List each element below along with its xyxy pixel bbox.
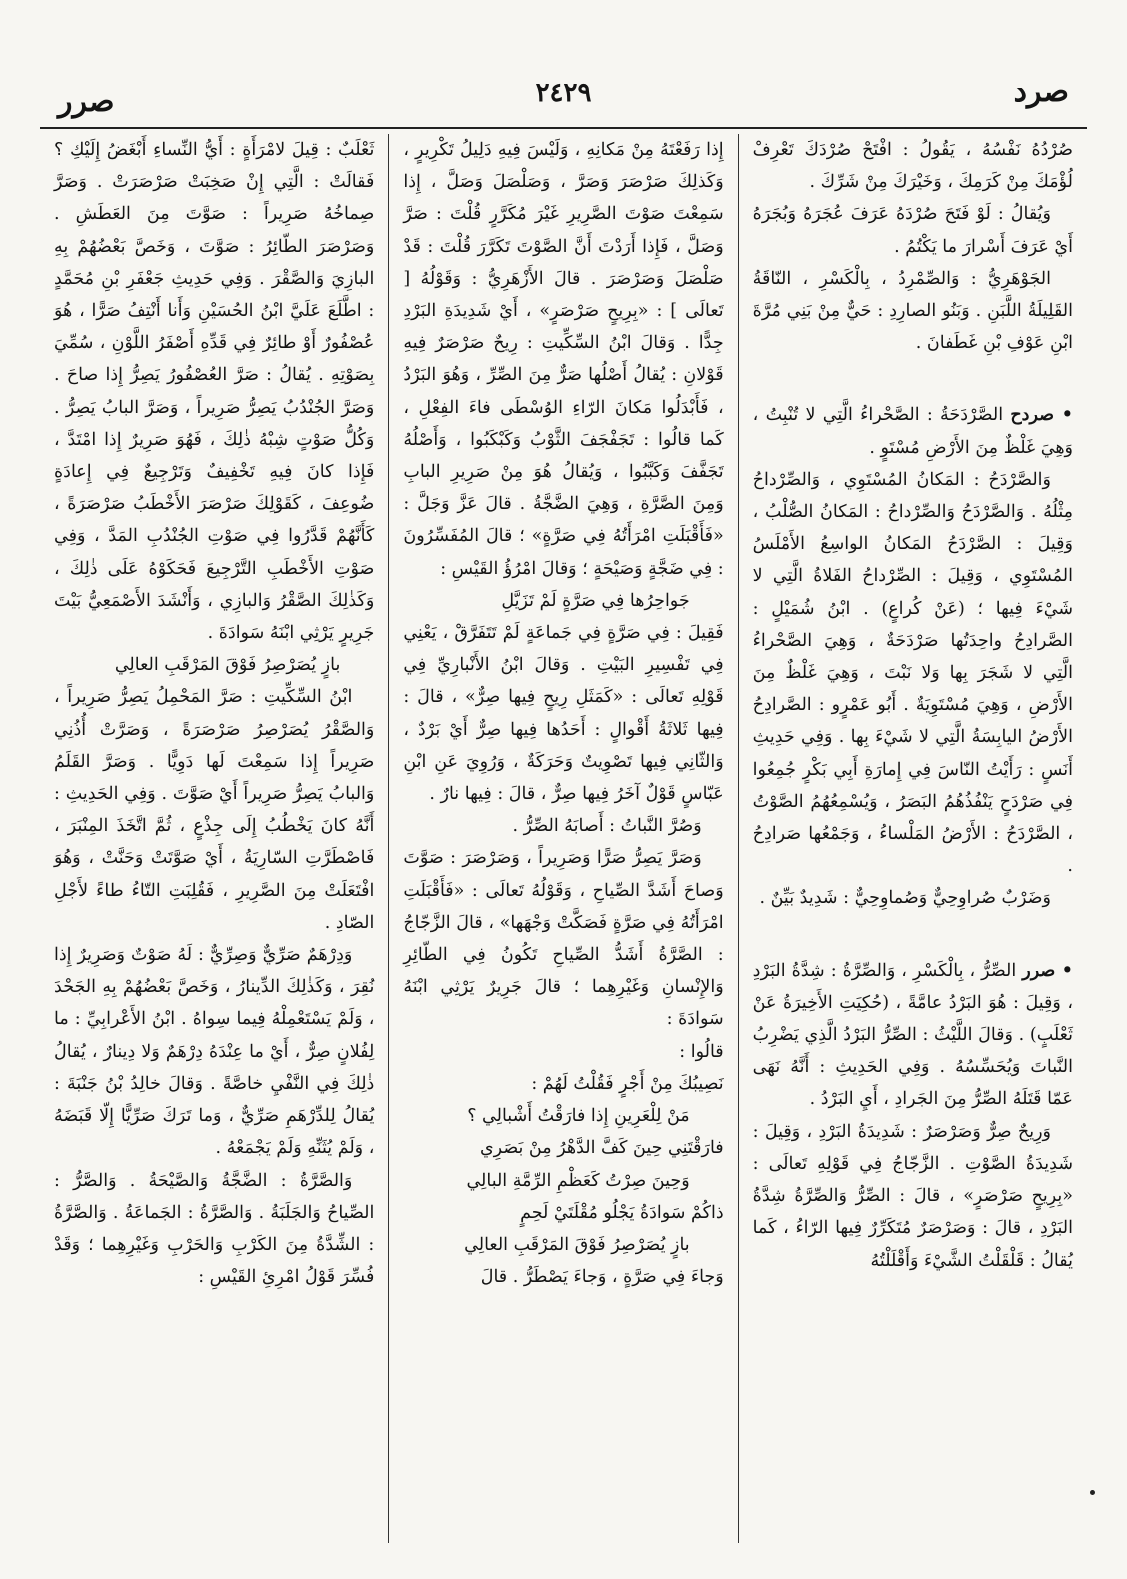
entry-sarr [753, 955, 1073, 1116]
paragraph: ثَعْلَبٌ : قِيلَ لامْرَأَةٍ : أَيُّ النِّساءِ أَبْغَضُ إِلَيْكِ ؟ فَقالَتْ : الَّتِي إِنْ صَخِبَتْ صَرْصَرَتْ . وَصَرَّ صِماخُهُ صَرِيراً : صَوَّتَ مِنَ العَطَشِ . وَصَرْصَرَ الطّائِرُ : صَوَّتَ ، وَخَصَّ بَعْضُهُمْ بِهِ البازِيَ وَالصَّقْرَ . وَفِي حَدِيثِ جَعْفَرِ بْنِ مُحَمَّدٍ : اطَّلَعَ عَلَيَّ ابْنُ الحُسَيْنِ وَأَنا أَنْتِفُ صَرًّا ، هُوَ عُصْفُورٌ أَوْ طائِرٌ فِي قَدِّهِ أَصْفَرُ اللَّوْنِ ، سُمِّيَ بِصَوْتِهِ . يُقالُ : صَرَّ العُصْفُورُ يَصِرُّ إِذا صاحَ . وَصَرَّ الجُنْدُبُ يَصِرُّ صَرِيراً ، وَصَرَّ البابُ يَصِرُّ . وَكُلُّ صَوْتٍ شِبْهُ ذٰلِكَ ، فَهُوَ صَرِيرٌ إِذا امْتَدَّ ، فَإِذا كانَ فِيهِ تَخْفِيفٌ وَتَرْجِيعٌ فِي إِعادَةٍ ضُوعِفَ ، كَقَوْلِكَ صَرْصَرَ الأَخْطَبُ صَرْصَرَةً ، كَأَنَّهُمْ قَدَّرُوا فِي صَوْتِ الجُنْدُبِ المَدَّ ، وَفِي صَوْتِ الأَخْطَبِ التَّرْجِيعَ فَحَكَوْهُ عَلَى ذٰلِكَ ، وَكَذٰلِكَ الصَّقْرُ وَالبازِي ، وَأَنْشَدَ الأَصْمَعِيُّ بَيْتَ جَرِيرٍ يَرْثِي ابْنَهُ سَوادَةَ . [54, 140, 375, 644]
paragraph: إِذا رَفَعْتَهُ مِنْ مَكانِهِ ، وَلَيْسَ فِيهِ دَلِيلُ تَكْرِيرٍ ، وَكَذلِكَ صَرْصَرَ وَصَرَّ ، وَصَلْصَلَ وَصَلَّ ، إِذا سَمِعْتَ صَوْتَ الصَّرِيرِ غَيْرَ مُكَرَّرٍ قُلْتَ : صَرَّ وَصَلَّ ، فَإِذا أَرَدْتَ أَنَّ الصَّوْتَ تَكَرَّرَ قُلْتَ : قَدْ صَلْصَلَ وَصَرْصَرَ . قالَ الأَزْهَرِيُّ : وَقَوْلُهُ [ تَعالَى ] : «بِرِيحٍ صَرْصَرٍ» ، أَيْ شَدِيدَةِ البَرْدِ جِدًّا . وَقالَ ابْنُ السِّكِّيتِ : رِيحٌ صَرْصَرٌ فِيهِ قَوْلانِ : يُقالُ أَصْلُها صَرٌّ مِنَ الصِّرِّ ، وَهُوَ البَرْدُ ، فَأَبْدَلُوا مَكانَ الرّاءِ الوُسْطَى فاءَ الفِعْلِ ، كَما قالُوا : تَجَفْجَفَ الثَّوْبُ وَكَبْكَبُوا ، وَأَصْلُهُ تَجَفَّفَ وَكَبَّبُوا ، وَيُقالُ هُوَ مِنْ صَرِيرِ البابِ وَمِنَ الصَّرَّةِ ، وَهِيَ الضَّجَّةُ . قالَ عَزَّ وَجَلَّ : «فَأَقْبَلَتِ امْرَأَتُهُ فِي صَرَّةٍ» ؛ قالَ المُفَسِّرُونَ : فِي ضَجَّةٍ وَصَيْحَةٍ ؛ وَقالَ امْرُؤُ القَيْسِ : [403, 140, 724, 579]
page-mark [1090, 1490, 1095, 1495]
verse-line: جَواحِرُها فِي صَرَّةٍ لَمْ تَزَيَّلِ [501, 590, 690, 611]
entry-text: الصِّرُّ ، بِالْكَسْرِ ، وَالصِّرَّةُ : شِدَّةُ البَرْدِ ، وَقِيلَ : هُوَ البَرْدُ عامَّةً ، (حُكِيَتِ الأَخِيرَةُ عَنْ ثَعْلَبٍ) . وَقالَ اللَّيْثُ : الصِّرُّ البَرْدُ الَّذِي يَضْرِبُ النَّباتَ وَيُحَسِّسُهُ . وَفِي الحَدِيثِ : أَنَّهُ نَهَى عَمّا قَتَلَهُ الصِّرُّ مِنَ الجَرادِ ، أَيِ البَرْدُ . [752, 960, 1073, 1110]
verse-line: بازٍ يُصَرْصِرُ فَوْقَ المَرْقَبِ العالِي [464, 1234, 690, 1255]
paragraph: ابْنُ السِّكِّيتِ : صَرَّ المَحْمِلُ يَصِرُّ صَرِيراً ، وَالصَّقْرُ يُصَرْصِرُ صَرْصَرَةً ، وَصَرَّتْ أُذُنِي صَرِيراً إِذا سَمِعْتَ لَها دَوِيًّا . وَصَرَّ القَلَمُ وَالبابُ يَصِرُّ صَرِيراً أَيْ صَوَّتَ . وَفِي الحَدِيثِ : أَنَّهُ كانَ يَخْطُبُ إِلَى جِذْعٍ ، ثُمَّ اتَّخَذَ المِنْبَرَ ، فَاصْطَرَّتِ السّارِيَةُ ، أَيْ صَوَّتَتْ وَحَنَّتْ ، وَهُوَ افْتَعَلَتْ مِنَ الصَّرِيرِ ، فَقُلِبَتِ التّاءُ طاءً لأَجْلِ الصّادِ . [54, 687, 375, 933]
entry-separator [753, 359, 1073, 399]
paragraph: صُرْدُهُ نَفْسُهُ ، يَقُولُ : افْتَحْ صُرْدَكَ تَعْرِفْ لُؤْمَكَ مِنْ كَرَمِكَ ، وَخَيْرَكَ مِنْ شَرِّكَ . [752, 140, 1073, 193]
verse-line: مَنْ لِلْعَرِينِ إِذا فارَقْتُ أَشْبالِي ؟ [467, 1106, 690, 1127]
verse-line: وَحِينَ صِرْتُ كَعَظْمِ الرِّمَّةِ البالِي [466, 1170, 690, 1191]
paragraph: وَالصَّرْدَحُ : المَكانُ المُسْتَوِي ، وَالصِّرْداحُ مِثْلُهُ . وَالصَّرْدَحُ وَالصِّرْداحُ : المَكانُ الصُّلْبُ ، وَقِيلَ : الصَّرْدَحُ المَكانُ الواسِعُ الأَمْلَسُ المُسْتَوِي ، وَقِيلَ : الصِّرْداحُ الفَلاةُ الَّتِي لا شَيْءَ فِيها ؛ (عَنْ كُراعٍ) . ابْنُ شُمَيْلٍ : الصَّرادِحُ واحِدَتُها صَرْدَحَةٌ ، وَهِيَ الصَّحْراءُ الَّتِي لا شَجَرَ بِها وَلا نَبْتَ ، وَهِيَ غَلْظٌ مِنَ الأَرْضِ ، وَهِيَ مُسْتَوِيَةٌ . أَبُو عَمْرٍو : الصَّرادِحُ الأَرْضُ اليابِسَةُ الَّتِي لا شَيْءَ بِها . وَفِي حَدِيثِ أَنَسٍ : رَأَيْتُ النّاسَ فِي إِمارَةِ أَبِي بَكْرٍ جُمِعُوا فِي صَرْدَحٍ يَنْفُذُهُمُ البَصَرُ ، وَيُسْمِعُهُمُ الصَّوْتُ ، الصَّرْدَحُ : الأَرْضُ المَلْساءُ ، وَجَمْعُها صَرادِحُ . [752, 469, 1073, 877]
paragraph: وَدِرْهَمٌ صَرِّيٌّ وَصِرِّيٌّ : لَهُ صَوْتٌ وَصَرِيرٌ إِذا نُقِرَ ، وَكَذٰلِكَ الدِّينارُ ، وَخَصَّ بَعْضُهُمْ بِهِ الجَحْدَ ، وَلَمْ يَسْتَعْمِلْهُ فِيما سِواهُ . ابْنُ الأَعْرابِيِّ : ما لِفُلانٍ صِرٌّ ، أَيْ ما عِنْدَهُ دِرْهَمٌ وَلا دِينارٌ ، يُقالُ ذٰلِكَ فِي النَّفْيِ خاصَّةً . وَقالَ خالِدُ بْنُ جَنْبَةَ : يُقالُ لِلدِّرْهَمِ صَرِّيٌّ ، وَما تَرَكَ صَرِّيًّا إِلّا قَبَضَهُ ، وَلَمْ يُثَنِّهِ وَلَمْ يَجْمَعْهُ . [54, 945, 375, 1159]
header-root-right: صرد [1013, 74, 1069, 109]
column-left [40, 134, 389, 1543]
paragraph: وَصُرَّ النَّباتُ : أَصابَهُ الصِّرُّ . [512, 816, 702, 837]
verse-line: فارَقْتَنِي حِينَ كَفَّ الدَّهْرُ مِنْ بَصَرِي [479, 1138, 724, 1159]
page-number: ٢٤٢٩ [535, 78, 592, 108]
paragraph: وَيُقالُ : لَوْ فَتَحَ صُرْدَهُ عَرَفَ عُجَرَهُ وَبُجَرَهُ أَيْ عَرَفَ أَسْرارَ ما يَكْتُمُ . [752, 204, 1073, 257]
paragraph: وَضَرْبٌ صُراوِحِيٌّ وَصُماوِحِيٌّ : شَدِيدٌ بَيِّنٌ . [759, 888, 1051, 909]
verse-line: بازٍ يُصَرْصِرُ فَوْقَ المَرْقَبِ العالِي [114, 655, 341, 676]
entry-separator [753, 915, 1073, 955]
paragraph: وَصَرَّ يَصِرُّ صَرًّا وَصَرِيراً ، وَصَرْصَرَ : صَوَّتَ وَصاحَ أَشَدَّ الصِّياحِ ، وَقَوْلُهُ تَعالَى : «فَأَقْبَلَتِ امْرَأَتُهُ فِي صَرَّةٍ فَصَكَّتْ وَجْهَها» ، قالَ الزَّجّاجُ : الصَّرَّةُ أَشَدُّ الصِّياحِ تَكُونُ فِي الطّائِرِ وَالإِنْسانِ وَغَيْرِهِما ؛ قالَ جَرِيرٌ يَرْثِي ابْنَهُ سَوادَةَ : [403, 848, 724, 1030]
column-right [739, 134, 1087, 1543]
column-middle [389, 134, 738, 1543]
page-columns [40, 134, 1087, 1543]
verse-line: ذاكُمْ سَوادَةُ يَجْلُو مُقْلَتَيْ لَحِمٍ [520, 1202, 724, 1223]
paragraph: قالُوا : [679, 1041, 724, 1062]
entry-headword: • صرر [1022, 960, 1073, 981]
paragraph: وَرِيحٌ صِرٌّ وَصَرْصَرٌ : شَدِيدَةُ البَرْدِ ، وَقِيلَ : شَدِيدَةُ الصَّوْتِ . الزَّجّاجُ فِي قَوْلِهِ تَعالَى : «بِرِيحٍ صَرْصَرٍ» ، قالَ : الصِّرُّ وَالصِّرَّةُ شِدَّةُ البَرْدِ ، قالَ : وَصَرْصَرٌ مُتَكَرِّرٌ فِيها الرّاءُ ، كَما يُقالُ : قَلْقَلْتُ الشَّيْءَ وَأَقْلَلْتُهُ [752, 1121, 1073, 1271]
entry-text: الصَّرْدَحَةُ : الصَّحْراءُ الَّتِي لا تُنْبِتُ ، وَهِيَ غَلْظٌ مِنَ الأَرْضِ مُسْتَوٍ . [752, 405, 1073, 458]
paragraph: وَالصَّرَّةُ : الضَّجَّةُ وَالصَّيْحَةُ . وَالصَّرُّ : الصِّياحُ وَالجَلَبَةُ . وَالصَّرَّةُ : الجَماعَةُ . وَالصَّرَّةُ : الشِّدَّةُ مِنَ الكَرْبِ وَالحَرْبِ وَغَيْرِهِما ؛ وَقَدْ فُسِّرَ قَوْلُ امْرِئِ القَيْسِ : [54, 1170, 375, 1288]
page-header [40, 72, 1087, 128]
header-rule [40, 127, 1087, 129]
paragraph: فَقِيلَ : فِي صَرَّةٍ فِي جَماعَةٍ لَمْ تَتَفَرَّقْ ، يَعْنِي فِي تَفْسِيرِ البَيْتِ . وَقالَ ابْنُ الأَنْبارِيِّ فِي قَوْلِهِ تَعالَى : «كَمَثَلِ رِيحٍ فِيها صِرٌّ» ، قالَ : فِيها ثَلاثَةُ أَقْوالٍ : أَحَدُها فِيها صِرٌّ أَيْ بَرْدٌ ، وَالثّانِي فِيها تَصْوِيتٌ وَحَرَكَةٌ ، وَرُوِيَ عَنِ ابْنِ عَبّاسٍ قَوْلٌ آخَرُ فِيها صِرٌّ ، قالَ : فِيها نارٌ . [403, 623, 724, 805]
header-root-left: صرر [58, 84, 115, 119]
verse-line: نَصِيبُكَ مِنْ أَجْرٍ فَقُلْتُ لَهُمْ : [531, 1073, 724, 1094]
paragraph: الجَوْهَرِيُّ : وَالصِّمْرِدُ ، بِالْكَسْرِ ، النّاقَةُ القَلِيلَةُ اللَّبَنِ . وَبَنُو الصارِدِ : حَيٌّ مِنْ بَنِي مُرَّةَ ابْنِ عَوْفِ بْنِ غَطَفانَ . [752, 268, 1073, 354]
entry-sard [753, 399, 1073, 463]
paragraph: وَجاءَ فِي صَرَّةٍ ، وَجاءَ يَصْطَرُّ . قالَ [480, 1267, 724, 1288]
entry-headword: • صردح [1010, 405, 1073, 426]
